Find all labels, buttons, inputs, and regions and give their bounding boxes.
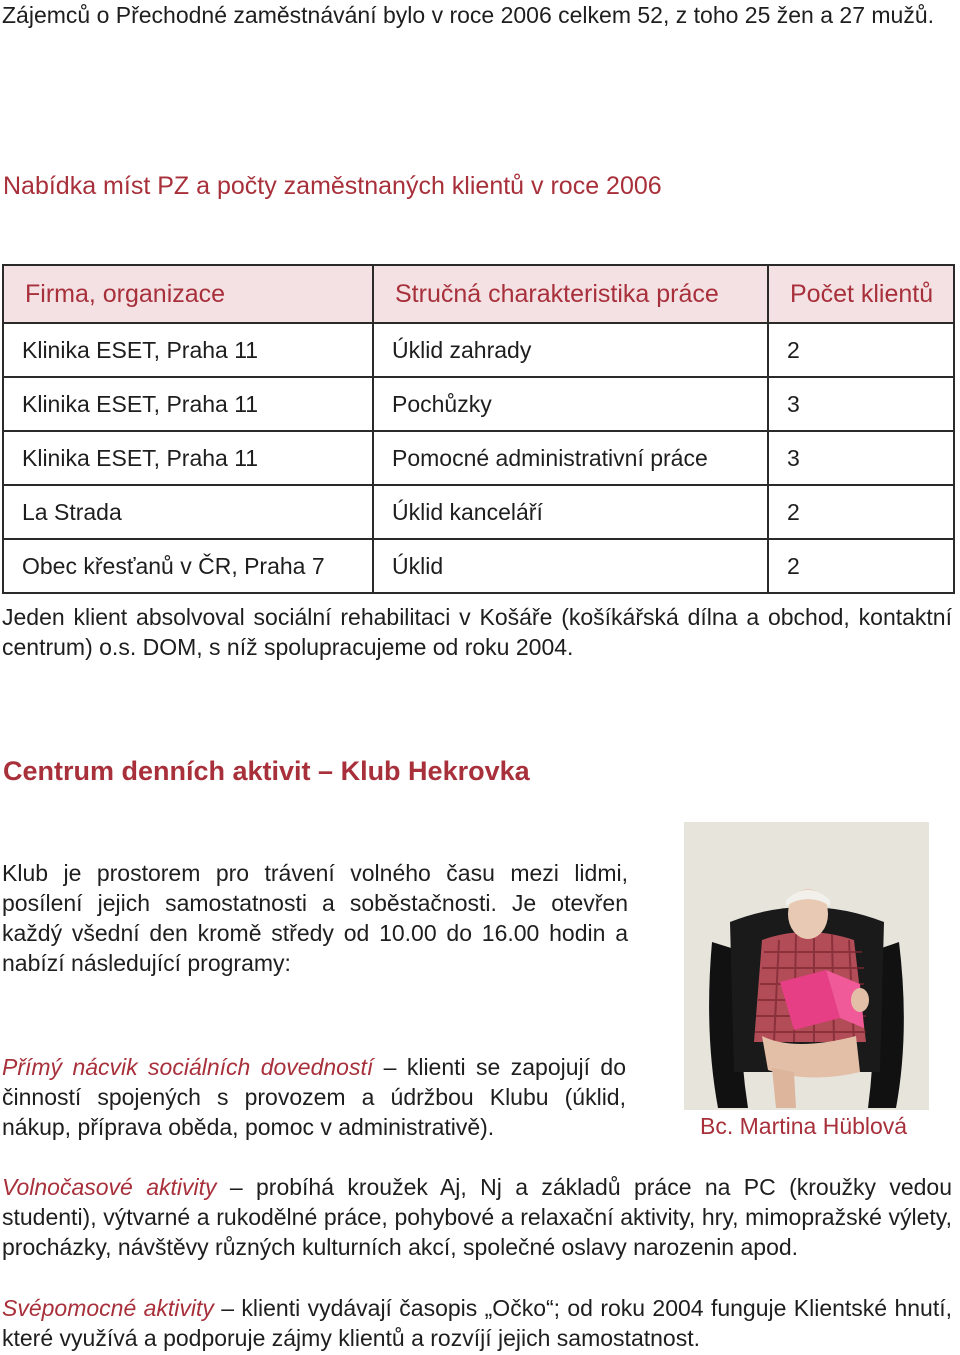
cell-work: Úklid kanceláří — [373, 485, 768, 539]
cell-work: Pomocné administrativní práce — [373, 431, 768, 485]
program-text: – probíhá kroužek Aj, Nj a základů práce na PC (kroužky vedou studenti), výtvarné a rukodělné práce, pohybové a relaxační aktivity, hry, mimopražské výlety, procházky, návštěvy různých kulturních akcí, společné oslavy narozenin apod. — [2, 1174, 953, 1260]
program-text: – klienti vydávají časopis „Očko“; od roku 2004 funguje Klientské hnutí, které využívá a podporuje zájmy klientů a rozvíjí jejich samostatnost. — [2, 1295, 952, 1351]
placement-table — [2, 264, 955, 594]
cell-count: 3 — [768, 377, 954, 431]
header-client-count: Počet klientů — [768, 265, 954, 323]
program-name: Volnočasové aktivity — [2, 1174, 217, 1200]
cell-company: Obec křesťanů v ČR, Praha 7 — [3, 539, 373, 593]
table-row — [3, 377, 954, 431]
cell-count: 2 — [768, 323, 954, 377]
table-row — [3, 485, 954, 539]
club-section-title: Centrum denních aktivit – Klub Hekrovka — [3, 756, 530, 786]
cell-company: Klinika ESET, Praha 11 — [3, 377, 373, 431]
club-description: Klub je prostorem pro trávení volného času mezi lidmi, posílení jejich samostatnosti a soběstačnosti. Je otevřen každý všední den kromě středy od 10.00 do 16.00 hodin a nabízí následující programy: — [2, 860, 628, 976]
cell-work: Pochůzky — [373, 377, 768, 431]
table-row — [3, 323, 954, 377]
header-work-description: Stručná charakteristika práce — [373, 265, 768, 323]
program-name: Přímý nácvik sociálních dovedností — [2, 1054, 374, 1080]
program-text: – klienti se zapojují do činností spojených s provozem a údržbou Klubu (úklid, nákup, příprava oběda, pomoc v administrativě). — [2, 1054, 626, 1140]
offer-section-title: Nabídka míst PZ a počty zaměstnaných klientů v roce 2006 — [3, 172, 662, 200]
table-header-row — [3, 265, 954, 323]
program-direct-training — [2, 1052, 626, 1142]
program-leisure — [2, 1172, 952, 1262]
cell-work: Úklid zahrady — [373, 323, 768, 377]
cell-company: Klinika ESET, Praha 11 — [3, 323, 373, 377]
header-company: Firma, organizace — [3, 265, 373, 323]
intro-paragraph: Zájemců o Přechodné zaměstnávání bylo v roce 2006 celkem 52, z toho 25 žen a 27 mužů. — [2, 2, 935, 28]
photo-caption: Bc. Martina Hüblová — [700, 1113, 908, 1139]
table-row — [3, 431, 954, 485]
cell-company: Klinika ESET, Praha 11 — [3, 431, 373, 485]
portrait-illustration — [684, 822, 929, 1110]
cell-count: 3 — [768, 431, 954, 485]
cell-count: 2 — [768, 485, 954, 539]
rehabilitation-note: Jeden klient absolvoval sociální rehabilitaci v Košáře (košíkářská dílna a obchod, kontaktní centrum) o.s. DOM, s níž spolupracujeme od roku 2004. — [2, 604, 952, 660]
program-name: Svépomocné aktivity — [2, 1295, 214, 1321]
portrait-photo — [684, 822, 929, 1110]
table-row — [3, 539, 954, 593]
cell-company: La Strada — [3, 485, 373, 539]
program-self-help — [2, 1293, 952, 1353]
cell-count: 2 — [768, 539, 954, 593]
cell-work: Úklid — [373, 539, 768, 593]
